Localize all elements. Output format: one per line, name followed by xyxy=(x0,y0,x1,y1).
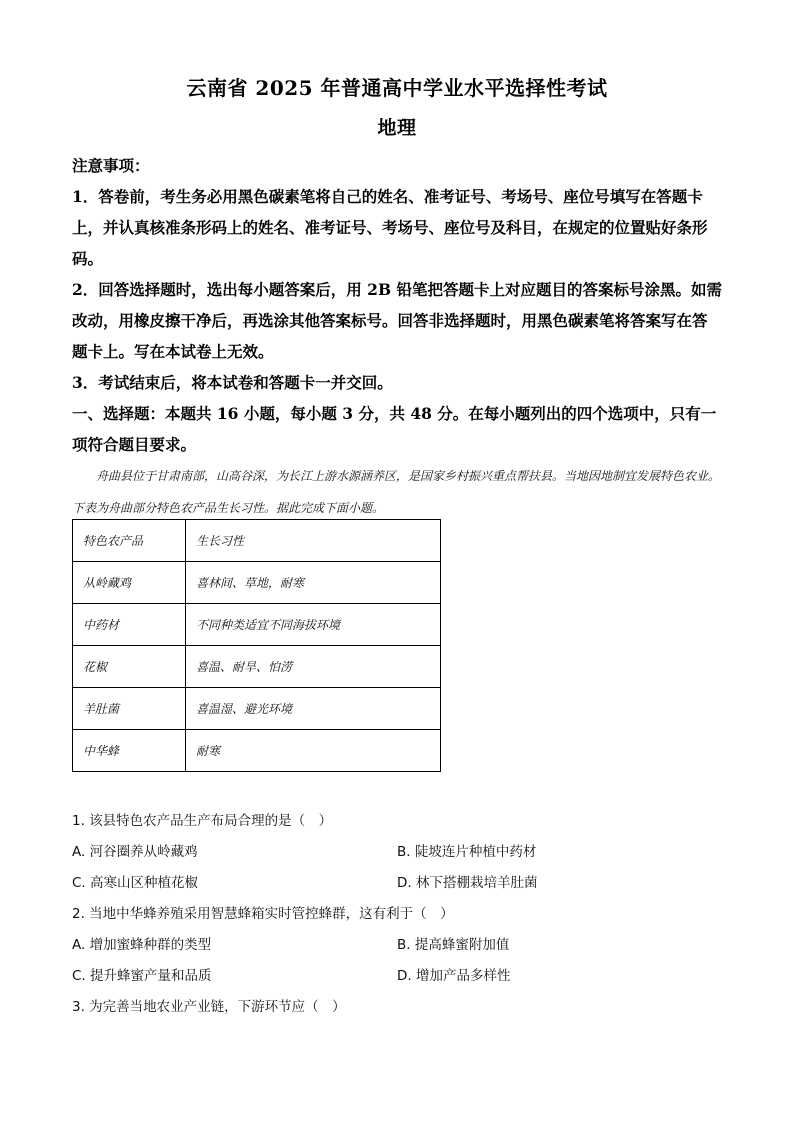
instruction-item-3: 3．考试结束后，将本试卷和答题卡一并交回。 xyxy=(72,373,393,392)
question-stem-3: 3. 为完善当地农业产业链，下游环节应（ ） xyxy=(72,999,346,1015)
table-cell: 羊肚菌 xyxy=(73,688,186,730)
table-cell: 不同种类适宜不同海拔环境 xyxy=(186,604,441,646)
table-row xyxy=(73,646,441,688)
question-stem-2: 2. 当地中华蜂养殖采用智慧蜂箱实时管控蜂群，这有利于（ ） xyxy=(72,906,454,922)
option-c: C. 高寒山区种植花椒 xyxy=(72,875,199,891)
option-c: C. 提升蜂蜜产量和品质 xyxy=(72,968,212,984)
table-cell: 从岭藏鸡 xyxy=(73,562,186,604)
instructions xyxy=(72,150,722,460)
table-cell: 喜温湿、避光环境 xyxy=(186,688,441,730)
instructions-heading: 注意事项： xyxy=(72,156,150,175)
instruction-item-1: 1．答卷前，考生务必用黑色碳素笔将自己的姓名、准考证号、考场号、座位号填写在答题卡上，并认真核准条形码上的姓名、准考证号、考场号、座位号及科目，在规定的位置贴好条形码。 xyxy=(72,187,708,268)
table-cell: 中药材 xyxy=(73,604,186,646)
crop-traits-table xyxy=(72,519,441,772)
table-cell: 花椒 xyxy=(73,646,186,688)
table-row xyxy=(73,730,441,772)
option-b: B. 陡坡连片种植中药材 xyxy=(397,844,537,860)
option-d: D. 林下搭棚栽培羊肚菌 xyxy=(397,875,538,891)
question-list xyxy=(72,806,722,1023)
option-a: A. 河谷圈养从岭藏鸡 xyxy=(72,844,198,860)
passage-text: 舟曲县位于甘肃南部，山高谷深，为长江上游水源涵养区，是国家乡村振兴重点帮扶县。当地因地制宜发展特色农业。下表为舟曲部分特色农产品生长习性。据此完成下面小题。 xyxy=(72,469,721,515)
table-header-row xyxy=(73,520,441,562)
table-cell: 喜林间、草地，耐寒 xyxy=(186,562,441,604)
option-row xyxy=(72,930,722,961)
table-header-cell: 生长习性 xyxy=(186,520,441,562)
table-row xyxy=(73,688,441,730)
option-b: B. 提高蜂蜜附加值 xyxy=(397,937,510,953)
table-row xyxy=(73,604,441,646)
option-d: D. 增加产品多样性 xyxy=(397,968,511,984)
option-a: A. 增加蜜蜂种群的类型 xyxy=(72,937,212,953)
passage xyxy=(72,460,722,524)
section-heading: 一、选择题：本题共 16 小题，每小题 3 分，共 48 分。在每小题列出的四个选项中，只有一项符合题目要求。 xyxy=(72,404,717,454)
exam-title: 云南省 2025 年普通高中学业水平选择性考试 xyxy=(186,76,608,100)
instruction-item-2: 2．回答选择题时，选出每小题答案后，用 2B 铅笔把答题卡上对应题目的答案标号涂黑。如需改动，用橡皮擦干净后，再选涂其他答案标号。回答非选择题时，用黑色碳素笔将答案写在答题卡上。写在本试卷上无效。 xyxy=(72,280,722,361)
table-cell: 喜温、耐旱、怕涝 xyxy=(186,646,441,688)
option-row xyxy=(72,837,722,868)
table-cell: 耐寒 xyxy=(186,730,441,772)
table-header-cell: 特色农产品 xyxy=(73,520,186,562)
option-row xyxy=(72,961,722,992)
question-stem-1: 1. 该县特色农产品生产布局合理的是（ ） xyxy=(72,813,333,829)
table-cell: 中华蜂 xyxy=(73,730,186,772)
table-row xyxy=(73,562,441,604)
option-row xyxy=(72,868,722,899)
subject-title: 地理 xyxy=(377,117,417,139)
